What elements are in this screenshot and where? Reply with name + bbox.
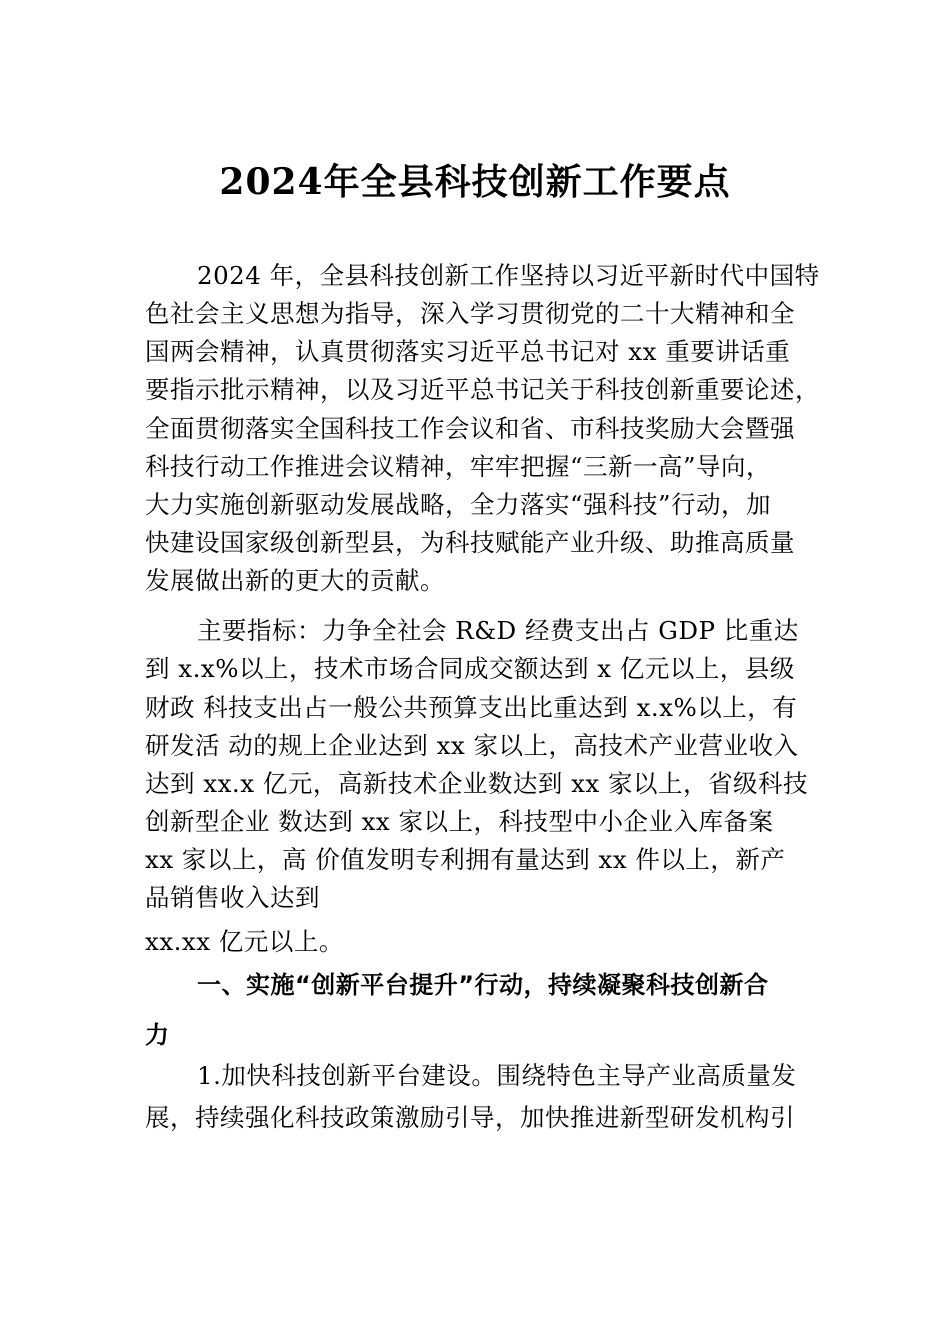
text-line: 大力实施创新驱动发展战略，全力落实“强科技”行动，加	[145, 490, 772, 519]
text-line: xx 家以上，高 价值发明专利拥有量达到 xx 件以上，新产	[145, 845, 786, 874]
text-line: 发展做出新的更大的贡献。	[145, 566, 445, 595]
heading-line: 力	[145, 1021, 170, 1049]
text-line: 全面贯彻落实全国科技工作会议和省、市科技奖励大会暨强	[145, 414, 795, 443]
text-line: 科技行动工作推进会议精神，牢牢把握“三新一高”导向，	[145, 452, 772, 481]
heading-line: 一、实施“创新平台提升”行动，持续凝聚科技创新合	[197, 971, 769, 999]
text-line: 到 x.x%以上，技术市场合同成交额达到 x 亿元以上，县级	[145, 654, 795, 683]
text-line: 主要指标：力争全社会 R&D 经费支出占 GDP 比重达	[197, 616, 799, 645]
text-line: 创新型企业 数达到 xx 家以上，科技型中小企业入库备案	[145, 807, 774, 836]
text-line: 2024 年，全县科技创新工作坚持以习近平新时代中国特	[197, 261, 820, 290]
document-title: 2024年全县科技创新工作要点	[219, 161, 731, 203]
text-line: 要指示批示精神，以及习近平总书记关于科技创新重要论述，	[145, 375, 820, 404]
text-line: 快建设国家级创新型县，为科技赋能产业升级、助推高质量	[145, 528, 795, 557]
text-line: 财政 科技支出占一般公共预算支出比重达到 x.x%以上，有	[145, 693, 798, 722]
text-line: 研发活 动的规上企业达到 xx 家以上，高技术产业营业收入	[145, 731, 799, 760]
text-line: 品销售收入达到	[145, 883, 320, 912]
text-line: 达到 xx.x 亿元，高新技术企业数达到 xx 家以上，省级科技	[145, 769, 809, 798]
text-line: 色社会主义思想为指导，深入学习贯彻党的二十大精神和全	[145, 299, 795, 328]
text-line: 国两会精神，认真贯彻落实习近平总书记对 xx 重要讲话重	[145, 337, 791, 366]
text-line: 1.加快科技创新平台建设。围绕特色主导产业高质量发	[197, 1061, 797, 1090]
text-line: 展，持续强化科技政策激励引导，加快推进新型研发机构引	[145, 1103, 795, 1132]
text-line: xx.xx 亿元以上。	[145, 927, 344, 956]
